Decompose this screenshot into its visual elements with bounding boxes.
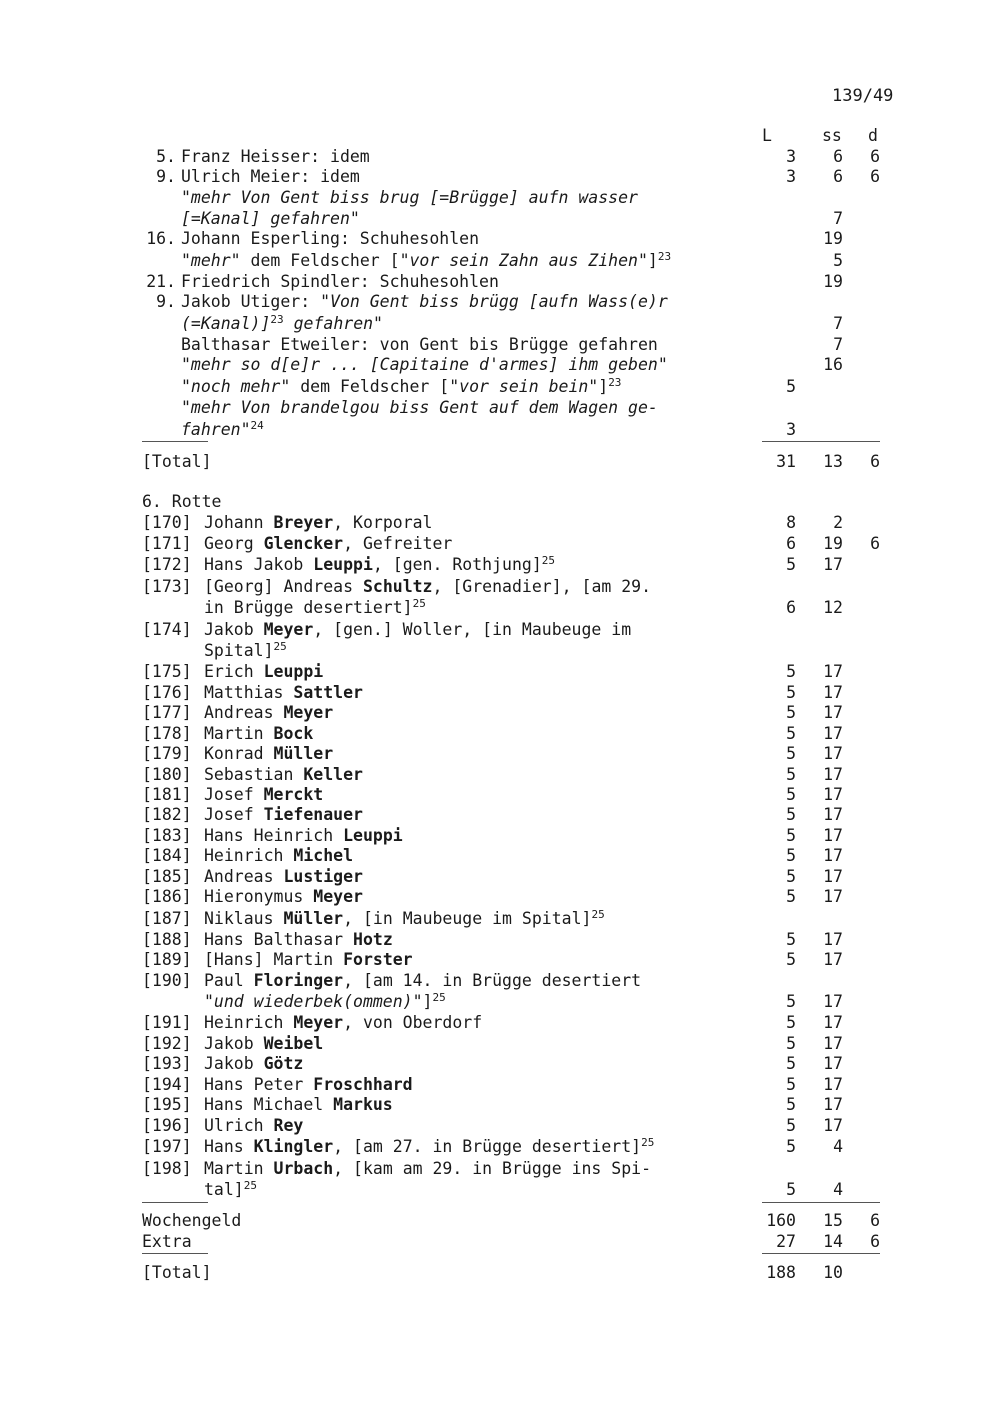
amount-ss: 17 [823, 683, 843, 702]
member-row [0, 886, 1000, 907]
member-note: tal]$^{25}$ [204, 1179, 257, 1199]
amount-l: 5 [786, 930, 796, 949]
quote-line: [=Kanal] gefahren" 7 [181, 209, 843, 228]
total-row: [Total] 31 13 6 [142, 452, 880, 471]
amount-l: 5 [786, 1075, 796, 1094]
member-id: [188] [142, 930, 192, 949]
amount-l: 5 [786, 950, 796, 969]
member-id: [197] [142, 1137, 192, 1156]
quote-line: "noch mehr" dem Feldscher ["vor sein bein"]$^{23}$ 5 [181, 376, 796, 396]
member-row [0, 702, 1000, 723]
amount-l: 5 [786, 846, 796, 865]
member-name: Martin Bock [204, 724, 314, 743]
extra-row: Extra 27 14 6 [142, 1232, 880, 1251]
divider [762, 1253, 880, 1254]
member-row [0, 1053, 1000, 1074]
amount-l: 5 [786, 662, 796, 681]
member-note: "und wiederbek(ommen)"]$^{25}$ [204, 991, 446, 1011]
amount-l: 5 [786, 555, 796, 574]
entry-row: 9. Jakob Utiger: "Von Gent biss brügg [aufn Wass(e)r [156, 292, 668, 311]
amount-ss: 17 [823, 1075, 843, 1094]
member-row [0, 533, 1000, 554]
member-name: Hans Peter Froschhard [204, 1075, 413, 1094]
member-name: Hans Balthasar Hotz [204, 930, 393, 949]
amount-ss: 17 [823, 1013, 843, 1032]
amount-ss: 17 [823, 703, 843, 722]
divider [142, 1253, 208, 1254]
member-id: [177] [142, 703, 192, 722]
member-id: [196] [142, 1116, 192, 1135]
member-row [0, 1012, 1000, 1033]
member-row [0, 866, 1000, 887]
amount-ss: 17 [823, 867, 843, 886]
member-name: Andreas Lustiger [204, 867, 363, 886]
member-name: Heinrich Meyer, von Oberdorf [204, 1013, 483, 1032]
member-id: [187] [142, 909, 192, 928]
member-row [0, 784, 1000, 805]
member-id: [189] [142, 950, 192, 969]
amount-l: 5 [786, 785, 796, 804]
section-title: 6. Rotte [142, 492, 222, 511]
member-name: Sebastian Keller [204, 765, 363, 784]
amount-l: 5 [786, 867, 796, 886]
member-row [0, 576, 1000, 597]
member-id: [195] [142, 1095, 192, 1114]
member-name: Matthias Sattler [204, 683, 363, 702]
page-number: 139/49 [832, 86, 894, 106]
divider [762, 441, 880, 442]
amount-ss: 17 [823, 826, 843, 845]
amount-l: 5 [786, 1116, 796, 1135]
member-id: [185] [142, 867, 192, 886]
amount-ss: 17 [823, 555, 843, 574]
entry-row: Balthasar Etweiler: von Gent bis Brügge gefahren 7 [181, 335, 843, 354]
member-id: [183] [142, 826, 192, 845]
amount-l: 5 [786, 744, 796, 763]
amount-l: 6 [786, 598, 796, 617]
quote-line: fahren"$^{24}$ 3 [181, 419, 796, 439]
member-note: in Brügge desertiert]$^{25}$ [204, 597, 426, 617]
member-id: [193] [142, 1054, 192, 1073]
amount-ss: 17 [823, 724, 843, 743]
member-id: [178] [142, 724, 192, 743]
amount-ss: 17 [823, 1034, 843, 1053]
member-row [0, 929, 1000, 950]
member-row [0, 949, 1000, 970]
member-id: [186] [142, 887, 192, 906]
entry-row: 16. Johann Esperling: Schuhesohlen 19 [146, 229, 843, 248]
amount-ss: 17 [823, 930, 843, 949]
member-continuation-row [0, 991, 1000, 1012]
column-header-ss: ss [822, 126, 842, 145]
member-name: Josef Merckt [204, 785, 324, 804]
member-name: Heinrich Michel [204, 846, 354, 865]
amount-ss: 17 [823, 1116, 843, 1135]
member-name: Andreas Meyer [204, 703, 334, 722]
member-name: Jakob Meyer, [gen.] Woller, [in Maubeuge im [204, 620, 632, 639]
amount-l: 8 [786, 513, 796, 532]
column-header-d: d [868, 126, 878, 145]
member-row [0, 661, 1000, 682]
member-name: Martin Urbach, [kam am 29. in Brügge ins Spi- [204, 1159, 652, 1178]
member-name: Hans Michael Markus [204, 1095, 393, 1114]
amount-d: 6 [870, 534, 880, 553]
member-name: [Georg] Andreas Schultz, [Grenadier], [am 29. [204, 577, 652, 596]
member-name: Erich Leuppi [204, 662, 324, 681]
member-name: Niklaus Müller, [in Maubeuge im Spital]$^{25}$ [204, 908, 605, 928]
amount-l: 5 [786, 1095, 796, 1114]
member-name: Jakob Weibel [204, 1034, 324, 1053]
divider [142, 441, 208, 442]
amount-ss: 17 [823, 992, 843, 1011]
amount-ss: 17 [823, 1095, 843, 1114]
member-id: [180] [142, 765, 192, 784]
member-id: [198] [142, 1159, 192, 1178]
member-id: [192] [142, 1034, 192, 1053]
member-id: [171] [142, 534, 192, 553]
member-name: Hans Klingler, [am 27. in Brügge desertiert]$^{25}$ [204, 1136, 655, 1156]
member-row [0, 512, 1000, 533]
member-row [0, 1074, 1000, 1095]
amount-ss: 17 [823, 950, 843, 969]
quote-line: "mehr so d[e]r ... [Capitaine d'armes] ihm geben" 16 [181, 355, 843, 374]
member-name: Hans Heinrich Leuppi [204, 826, 403, 845]
member-id: [176] [142, 683, 192, 702]
amount-ss: 4 [833, 1137, 843, 1156]
amount-l: 6 [786, 534, 796, 553]
amount-l: 5 [786, 887, 796, 906]
member-name: Hieronymus Meyer [204, 887, 363, 906]
member-id: [175] [142, 662, 192, 681]
amount-ss: 17 [823, 662, 843, 681]
amount-ss: 17 [823, 846, 843, 865]
amount-ss: 17 [823, 785, 843, 804]
amount-ss: 17 [823, 805, 843, 824]
member-row [0, 825, 1000, 846]
member-continuation-row [0, 1179, 1000, 1200]
member-id: [182] [142, 805, 192, 824]
amount-l: 5 [786, 703, 796, 722]
entry-row: 21. Friedrich Spindler: Schuhesohlen 19 [146, 272, 843, 291]
member-id: [172] [142, 555, 192, 574]
amount-l: 5 [786, 992, 796, 1011]
member-name: Paul Floringer, [am 14. in Brügge desertiert [204, 971, 642, 990]
member-continuation-row [0, 640, 1000, 661]
amount-ss: 17 [823, 887, 843, 906]
amount-l: 5 [786, 1013, 796, 1032]
member-row [0, 908, 1000, 929]
member-id: [174] [142, 620, 192, 639]
member-id: [170] [142, 513, 192, 532]
member-name: Hans Jakob Leuppi, [gen. Rothjung]$^{25}$ [204, 554, 556, 574]
member-row [0, 1158, 1000, 1179]
wochengeld-row: Wochengeld 160 15 6 [142, 1211, 880, 1230]
quote-line: "mehr" dem Feldscher ["vor sein Zahn aus Zihen"]$^{23}$ 5 [181, 250, 843, 270]
member-name: Jakob Götz [204, 1054, 304, 1073]
member-name: Ulrich Rey [204, 1116, 304, 1135]
amount-ss: 17 [823, 765, 843, 784]
member-row [0, 682, 1000, 703]
member-name: [Hans] Martin Forster [204, 950, 413, 969]
member-row [0, 1094, 1000, 1115]
member-name: Johann Breyer, Korporal [204, 513, 433, 532]
member-id: [173] [142, 577, 192, 596]
amount-ss: 4 [833, 1180, 843, 1199]
member-row [0, 1115, 1000, 1136]
member-row [0, 619, 1000, 640]
quote-line: "mehr Von Gent biss brug [=Brügge] aufn wasser [181, 188, 638, 207]
member-row [0, 804, 1000, 825]
divider [762, 1202, 880, 1203]
member-row [0, 743, 1000, 764]
entry-row: 5. Franz Heisser: idem 3 6 6 [156, 147, 880, 166]
member-continuation-row [0, 597, 1000, 618]
amount-l: 5 [786, 1137, 796, 1156]
divider [142, 1202, 208, 1203]
member-id: [179] [142, 744, 192, 763]
member-name: Josef Tiefenauer [204, 805, 363, 824]
member-id: [194] [142, 1075, 192, 1094]
amount-l: 5 [786, 1034, 796, 1053]
amount-l: 5 [786, 683, 796, 702]
amount-l: 5 [786, 826, 796, 845]
member-name: Georg Glencker, Gefreiter [204, 534, 453, 553]
member-note: Spital]$^{25}$ [204, 640, 287, 660]
amount-l: 5 [786, 805, 796, 824]
amount-l: 5 [786, 1180, 796, 1199]
amount-ss: 12 [823, 598, 843, 617]
member-id: [181] [142, 785, 192, 804]
member-row [0, 1136, 1000, 1157]
member-name: Konrad Müller [204, 744, 334, 763]
amount-ss: 2 [833, 513, 843, 532]
amount-ss: 19 [823, 534, 843, 553]
member-row [0, 764, 1000, 785]
entry-row: 9. Ulrich Meier: idem 3 6 6 [156, 167, 880, 186]
total-row: [Total] 188 10 [142, 1263, 843, 1282]
member-row [0, 554, 1000, 575]
column-header-l: L [762, 126, 772, 145]
member-id: [190] [142, 971, 192, 990]
amount-ss: 17 [823, 1054, 843, 1073]
quote-line: "mehr Von brandelgou biss Gent auf dem Wagen ge- [181, 398, 658, 417]
member-id: [191] [142, 1013, 192, 1032]
member-row [0, 970, 1000, 991]
amount-l: 5 [786, 1054, 796, 1073]
quote-line: (=Kanal)]$^{23}$ gefahren" 7 [181, 313, 843, 333]
member-row [0, 845, 1000, 866]
amount-l: 5 [786, 724, 796, 743]
member-row [0, 723, 1000, 744]
amount-ss: 17 [823, 744, 843, 763]
member-id: [184] [142, 846, 192, 865]
amount-l: 5 [786, 765, 796, 784]
member-row [0, 1033, 1000, 1054]
